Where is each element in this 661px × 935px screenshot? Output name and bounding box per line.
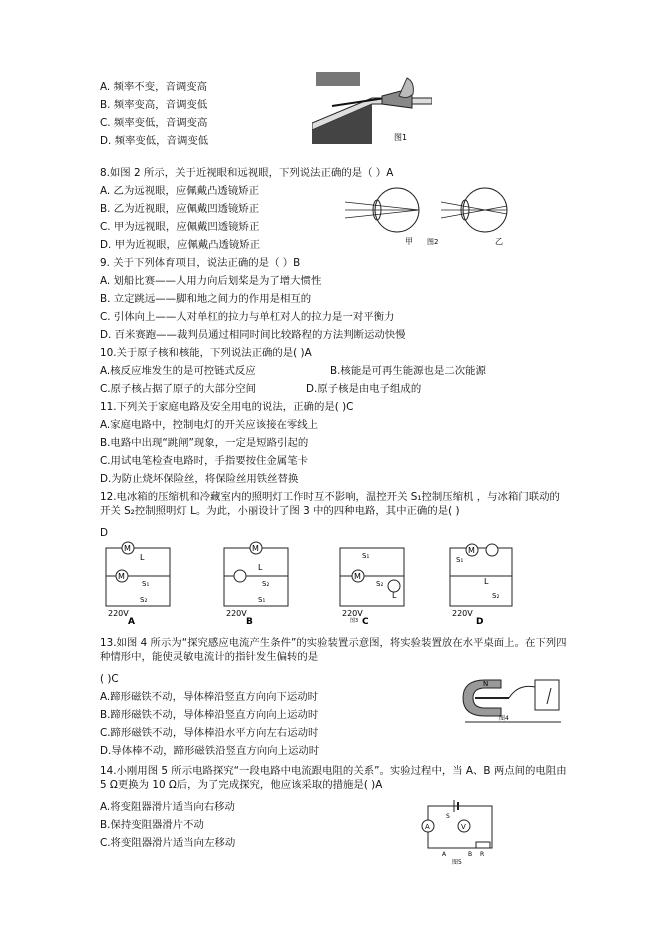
figure-5-caption: 图5 (452, 859, 462, 866)
q11-option-b: B.电路中出现“跳闸”现象，一定是短路引起的 (100, 437, 309, 449)
svg-text:L: L (258, 563, 263, 572)
circuit-d (450, 544, 512, 624)
q7-option-a: A. 频率不变，音调变高 (100, 81, 208, 93)
svg-text:N: N (483, 680, 489, 688)
q13-option-d: D.导体棒不动，蹄形磁铁沿竖直方向向上运动时 (100, 745, 320, 757)
q13-stem: 13.如图 4 所示为“探究感应电流产生条件”的实验装置示意图，将实验装置放在水平桌面上。在下列四种情形中，能使灵敏电流计的指针发生偏转的是 (100, 637, 567, 663)
svg-text:R: R (480, 851, 485, 858)
svg-text:220V: 220V (342, 609, 363, 618)
svg-text:M: M (468, 546, 475, 555)
q8-option-a: A. 乙为远视眼，应佩戴凸透镜矫正 (100, 185, 259, 197)
svg-text:A: A (425, 823, 430, 831)
svg-text:B: B (468, 851, 473, 858)
figure-3-caption: 图3 (350, 618, 359, 624)
svg-text:M: M (118, 572, 125, 581)
q14-option-a: A.将变阻器滑片适当向右移动 (100, 801, 235, 813)
q14-option-c: C.将变阻器滑片适当向左移动 (100, 837, 236, 849)
svg-text:C: C (362, 617, 369, 624)
q13-option-b: B.蹄形磁铁不动，导体棒沿竖直方向向上运动时 (100, 709, 319, 721)
q7-option-b: B. 频率变高，音调变低 (100, 99, 208, 111)
svg-text:220V: 220V (452, 609, 473, 618)
q8-option-b: B. 乙为近视眼，应佩戴凹透镜矫正 (100, 203, 260, 215)
svg-text:M: M (354, 572, 361, 581)
q9-option-a: A. 划船比赛——人用力向后划桨是为了增大惯性 (100, 275, 322, 287)
q10-option-a: A.核反应堆发生的是可控链式反应 (100, 365, 256, 377)
q8-stem: 8.如图 2 所示，关于近视眼和远视眼，下列说法正确的是（ ）A (100, 167, 394, 179)
q9-option-b: B. 立定跳远——脚和地之间力的作用是相互的 (100, 293, 312, 305)
svg-text:M: M (124, 544, 131, 553)
circuit-b (224, 542, 288, 624)
q10-option-b: B.核能是可再生能源也是二次能源 (330, 365, 486, 377)
q10-option-d: D.原子核是由电子组成的 (306, 383, 422, 395)
figure-3-circuits (100, 540, 520, 624)
q10-stem: 10.关于原子核和核能，下列说法正确的是( )A (100, 347, 312, 359)
q8-option-d: D. 甲为近视眼，应佩戴凸透镜矫正 (100, 239, 261, 251)
figure-1-caption: 图1 (394, 133, 408, 142)
q9-stem: 9. 关于下列体育项目，说法正确的是（ ）B (100, 257, 301, 269)
q11-option-d: D.为防止烧坏保险丝，将保险丝用铁丝替换 (100, 473, 299, 485)
eye-jia (345, 188, 419, 232)
svg-text:L: L (392, 591, 397, 600)
q8-option-c: C. 甲为远视眼，应佩戴凹透镜矫正 (100, 221, 260, 233)
figure-1-ruler (312, 68, 432, 144)
svg-text:S₂: S₂ (376, 580, 384, 588)
q11-option-c: C.用试电笔检查电路时，手指要按住金属笔卡 (100, 455, 308, 467)
svg-text:A: A (128, 617, 135, 624)
q10-option-c: C.原子核占据了原子的大部分空间 (100, 383, 257, 395)
svg-text:S₁: S₁ (362, 552, 370, 560)
svg-text:S₂: S₂ (140, 596, 148, 604)
svg-text:S₁: S₁ (258, 596, 266, 604)
svg-text:S: S (446, 813, 450, 820)
figure-5-circuit (418, 796, 502, 866)
svg-text:M: M (252, 544, 259, 553)
q14-stem: 14.小刚用图 5 所示电路探究“一段电路中电流跟电阻的关系”。实验过程中，当 A、B 两点间的电阻由 5 Ω更换为 10 Ω后，为了完成探究，他应该采取的措施是( )A (100, 765, 567, 791)
q7-option-d: D. 频率变低，音调变低 (100, 135, 209, 147)
svg-text:L: L (484, 577, 489, 586)
svg-text:V: V (461, 823, 466, 831)
svg-text:A: A (442, 851, 447, 858)
q13-option-a: A.蹄形磁铁不动，导体棒沿竖直方向向下运动时 (100, 691, 319, 703)
svg-text:L: L (140, 553, 145, 562)
circuit-c (340, 548, 404, 624)
q7-option-c: C. 频率变低，音调变高 (100, 117, 208, 129)
svg-text:S₁: S₁ (142, 580, 150, 588)
q13-answer: ( )C (100, 673, 119, 685)
svg-text:S₂: S₂ (262, 580, 270, 588)
figure-2-caption: 图2 (427, 238, 439, 246)
svg-text:S₁: S₁ (456, 556, 464, 564)
q12-stem: 12.电冰箱的压缩机和冷藏室内的照明灯工作时互不影响，温控开关 S₁控制压缩机 ，与冰箱门联动的开关 S₂控制照明灯 L。为此，小丽设计了图 3 中的四种电路，其中正确的是( ) (100, 491, 560, 517)
svg-text:220V: 220V (226, 609, 247, 618)
figure-2-label-yi: 乙 (495, 237, 503, 246)
q11-stem: 11.下列关于家庭电路及安全用电的说法，正确的是( )C (100, 401, 354, 413)
q12-answer: D (100, 527, 109, 539)
q9-option-d: D. 百米赛跑——裁判员通过相同时间比较路程的方法判断运动快慢 (100, 329, 406, 341)
svg-text:220V: 220V (108, 609, 129, 618)
circuit-a (106, 542, 170, 624)
figure-4-caption: 图4 (499, 715, 509, 722)
svg-text:B: B (246, 617, 253, 624)
eye-yi (441, 188, 507, 232)
q11-option-a: A.家庭电路中，控制电灯的开关应该接在零线上 (100, 419, 319, 431)
figure-4-apparatus (455, 674, 565, 730)
figure-2-eyes (345, 182, 525, 248)
q9-option-c: C. 引体向上——人对单杠的拉力与单杠对人的拉力是一对平衡力 (100, 311, 395, 323)
figure-2-label-jia: 甲 (405, 237, 413, 246)
svg-text:D: D (476, 617, 484, 624)
q13-option-c: C.蹄形磁铁不动，导体棒沿水平方向左右运动时 (100, 727, 319, 739)
svg-text:S₂: S₂ (492, 592, 500, 600)
q14-option-b: B.保持变阻器滑片不动 (100, 819, 204, 831)
